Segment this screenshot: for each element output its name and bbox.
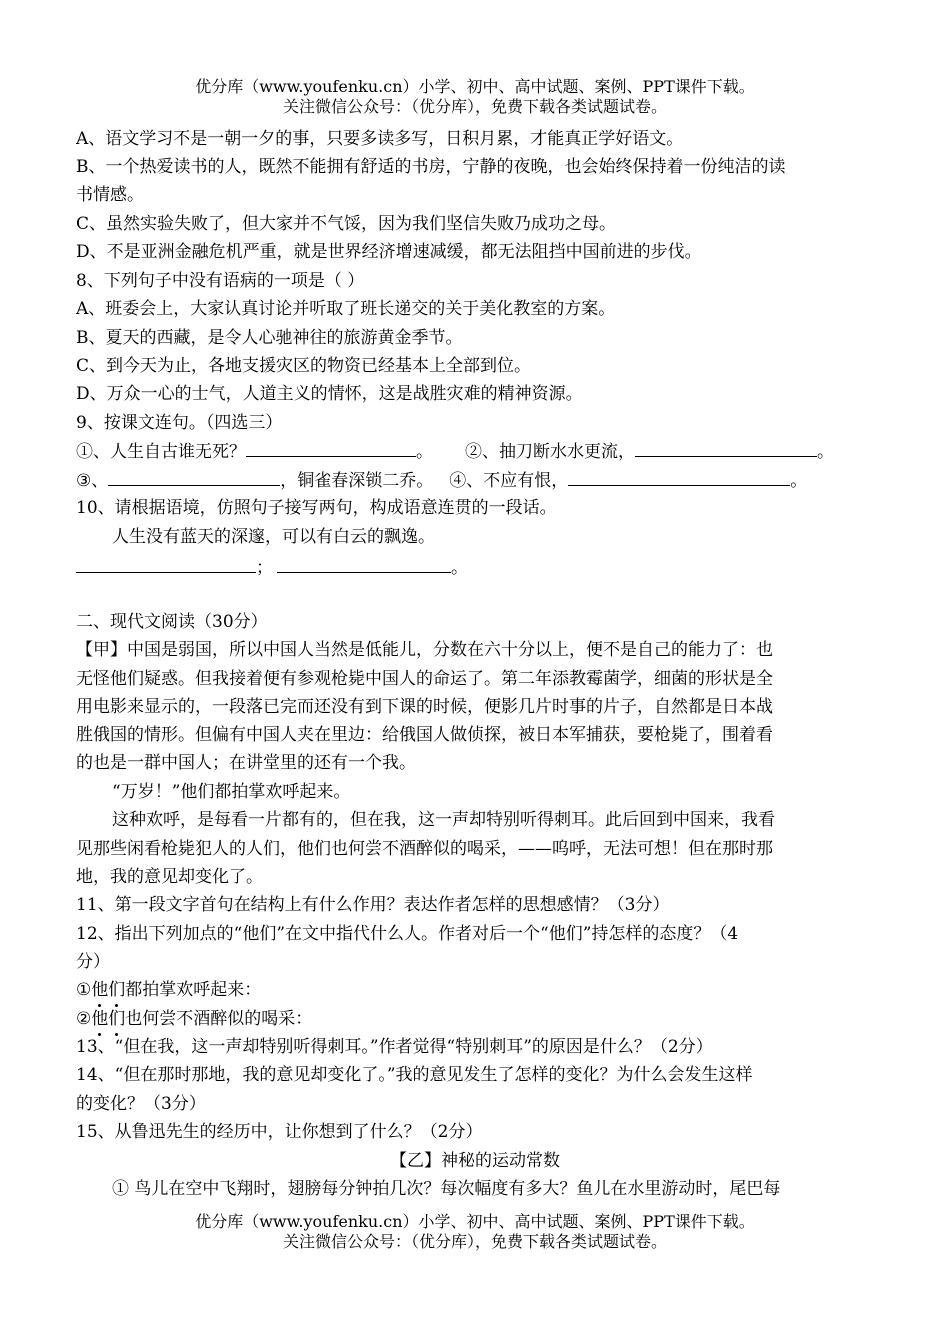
q13: 13、“但在我，这一声却特别听得刺耳。”作者觉得“特别刺耳”的原因是什么？（2分） <box>76 1037 713 1057</box>
dotted-char: 们 <box>108 1009 126 1029</box>
passage-p3-line-3: 地，我的意见却变化了。 <box>76 867 263 887</box>
q9-row-1 <box>76 440 834 463</box>
q7-option-c: C、虽然实验失败了，但大家并不气馁，因为我们坚信失败乃成功之母。 <box>76 214 617 234</box>
q12-cont: 分） <box>76 952 110 972</box>
q12-item-1-text: 都拍掌欢呼起来： <box>125 980 262 1000</box>
dotted-char: 他 <box>91 1009 109 1029</box>
q8-option-d: D、万众一心的士气，人道主义的情怀，这是战胜灾难的精神资源。 <box>76 384 583 404</box>
header-line-2: 关注微信公众号：（优分库），免费下载各类试题试卷。 <box>282 97 667 116</box>
q10-end: 。 <box>451 558 468 578</box>
q14-cont: 的变化？（3分） <box>76 1094 206 1114</box>
q10-stem: 10、请根据语境，仿照句子接写两句，构成语意连贯的一段话。 <box>76 498 557 518</box>
passage-yi-p1: ① 鸟儿在空中飞翔时，翅膀每分钟拍几次？每次幅度有多大？鱼儿在水里游动时，尾巴每 <box>112 1179 781 1199</box>
passage-p3-line-2: 见那些闲看枪毙犯人的人们，他们也何尝不酒醉似的喝采，——呜呼，无法可想！但在那时那 <box>76 839 773 859</box>
q7-option-d: D、不是亚洲金融危机严重，就是世界经济增速减缓，都无法阻挡中国前进的步伐。 <box>76 242 702 262</box>
passage-yi-title: 【乙】神秘的运动常数 <box>390 1151 560 1171</box>
q7-option-b: B、一个热爱读书的人，既然不能拥有舒适的书房，宁静的夜晚，也会始终保持着一份纯洁的读 <box>76 157 786 177</box>
q7-option-a: A、语文学习不是一朝一夕的事，只要多读多写，日积月累，才能真正学好语文。 <box>76 129 684 149</box>
footer-line-1: 优分库（www.youfenku.cn）小学、初中、高中试题、案例、PPT课件下载。 <box>195 1212 755 1231</box>
q10-answer-row <box>76 556 468 579</box>
q8-stem: 8、下列句子中没有语病的一项是（ ） <box>76 271 365 291</box>
passage-jia-line-5: 的也是一群中国人；在讲堂里的还有一个我。 <box>76 753 416 773</box>
q9-item-4: ④、不应有恨， <box>449 471 569 491</box>
q9-item-1-end: 。 <box>416 442 433 462</box>
q12-item-2-number: ② <box>76 1009 92 1029</box>
q9-blank-3[interactable] <box>108 469 280 486</box>
q9-item-2-end: 。 <box>817 442 834 462</box>
q9-item-2: ②、抽刀断水水更流， <box>465 442 635 462</box>
q11: 11、第一段文字首句在结构上有什么作用？表达作者怎样的思想感情？（3分） <box>76 895 670 915</box>
q12-item-2-text: 也何尝不酒醉似的喝采： <box>125 1009 313 1029</box>
q9-row-2 <box>76 469 807 492</box>
q9-stem: 9、按课文连句。（四选三） <box>76 413 283 433</box>
q9-blank-4[interactable] <box>568 469 790 486</box>
q9-item-3: ③、 <box>76 471 109 491</box>
q9-blank-1[interactable] <box>246 440 416 457</box>
passage-wansui: “万岁！”他们都拍掌欢呼起来。 <box>112 782 351 802</box>
passage-jia-line-3: 用电影来显示的，一段落已完而还没有到下课的时候，便影几片时事的片子，自然都是日本战 <box>76 697 773 717</box>
dotted-char: 他 <box>91 980 109 1000</box>
q9-item-4-end: 。 <box>790 471 808 491</box>
q12-item-1-number: ① <box>76 980 92 1000</box>
passage-jia-line-4: 胜俄国的情形。但偏有中国人夹在里边：给俄国人做侦探，被日本军捕获，要枪毙了，围着看 <box>76 725 773 745</box>
q12-item-1 <box>76 979 261 1001</box>
q9-item-1: ①、人生自古谁无死？ <box>76 442 246 462</box>
passage-p3-line-1: 这种欢呼，是每看一片都有的，但在我，这一声却特别听得刺耳。此后回到中国来，我看 <box>112 810 775 830</box>
q10-blank-2[interactable] <box>277 556 451 573</box>
q10-example: 人生没有蓝天的深邃，可以有白云的飘逸。 <box>112 527 435 547</box>
q8-option-a: A、班委会上，大家认真讨论并听取了班长递交的关于美化教室的方案。 <box>76 299 616 319</box>
passage-jia-line-2: 无怪他们疑惑。但我接着便有参观枪毙中国人的命运了。第二年添教霉菌学，细菌的形状是全 <box>76 669 773 689</box>
q9-item-3-text: ，铜雀春深锁二乔。 <box>280 471 434 491</box>
q10-separator: ； <box>256 558 273 578</box>
q8-option-c: C、到今天为止，各地支援灾区的物资已经基本上全部到位。 <box>76 356 532 376</box>
header-line-1: 优分库（www.youfenku.cn）小学、初中、高中试题、案例、PPT课件下载。 <box>195 77 755 96</box>
q7-option-b-cont: 书情感。 <box>76 185 144 205</box>
q10-blank-1[interactable] <box>76 556 256 573</box>
q15: 15、从鲁迅先生的经历中，让你想到了什么？（2分） <box>76 1122 483 1142</box>
q12-item-2 <box>76 1008 312 1030</box>
q12: 12、指出下列加点的“他们”在文中指代什么人。作者对后一个“他们”持怎样的态度？（4 <box>76 924 739 944</box>
passage-jia-line-1: 【甲】中国是弱国，所以中国人当然是低能儿，分数在六十分以上，便不是自己的能力了：也 <box>76 640 773 660</box>
dotted-char: 们 <box>108 980 126 1000</box>
q9-blank-2[interactable] <box>635 440 817 457</box>
footer-line-2: 关注微信公众号：（优分库），免费下载各类试题试卷。 <box>282 1232 667 1251</box>
q14: 14、“但在那时那地，我的意见却变化了。”我的意见发生了怎样的变化？为什么会发生这样 <box>76 1065 753 1085</box>
section-2-title: 二、现代文阅读（30分） <box>76 612 268 632</box>
q8-option-b: B、夏天的西藏，是令人心驰神往的旅游黄金季节。 <box>76 328 463 348</box>
